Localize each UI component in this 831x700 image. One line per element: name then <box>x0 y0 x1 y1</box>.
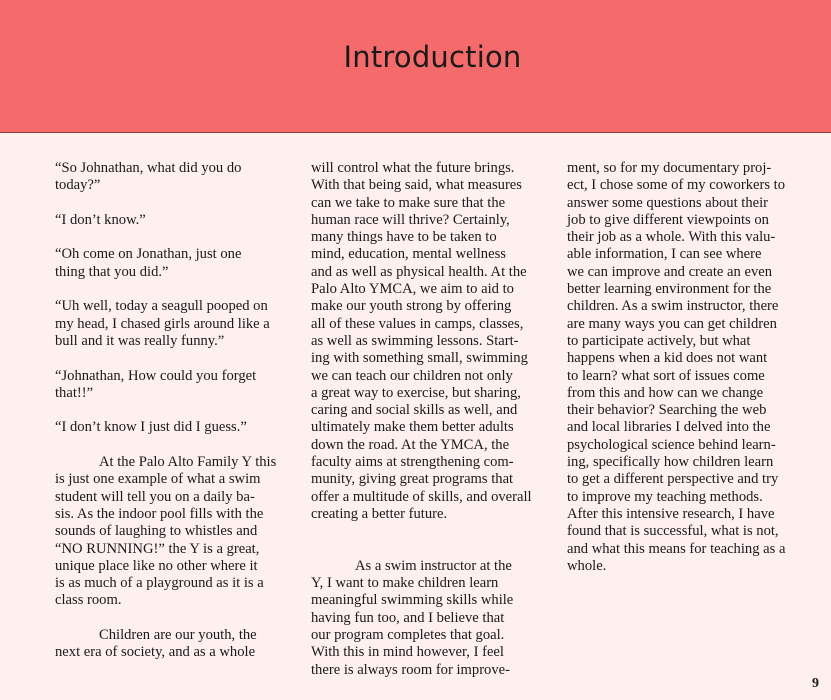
text-line <box>55 333 295 350</box>
text-line <box>55 644 295 661</box>
text-line-content: all of these values in camps, classes, <box>311 315 524 332</box>
text-line-content: ment, so for my documentary proj- <box>567 160 772 176</box>
text-line-content: our program completes that goal. <box>311 627 505 644</box>
text-line <box>567 506 812 523</box>
paragraph-gap <box>55 195 295 212</box>
text-line-content: that!!” <box>55 384 94 401</box>
text-line-content: to participate actively, but what <box>567 332 751 349</box>
text-line-content: “Uh well, today a seagull pooped on <box>55 298 268 315</box>
text-line <box>567 402 812 419</box>
text-line-content: whole. <box>567 557 607 574</box>
text-line <box>311 419 551 436</box>
text-line-content: sis. As the indoor pool fills with the <box>55 505 264 522</box>
text-line-content: their job as a whole. With this valu- <box>567 229 776 246</box>
text-line <box>567 385 812 402</box>
text-line <box>55 419 295 436</box>
text-line <box>311 246 551 263</box>
text-line <box>55 523 295 540</box>
text-line-content: At the Palo Alto Family Y this <box>99 454 277 471</box>
paragraph-gap <box>55 229 295 246</box>
text-line <box>311 610 551 627</box>
text-line <box>311 437 551 454</box>
text-line <box>567 541 812 558</box>
text-line-content: to improve my teaching methods. <box>567 488 763 505</box>
text-line-content: After this intensive research, I have <box>567 505 775 522</box>
text-line <box>311 644 551 661</box>
text-line <box>567 177 812 194</box>
text-line-content: we can teach our children not only <box>311 367 513 384</box>
text-line-content: ing with something small, swimming <box>311 350 528 367</box>
text-line-content: psychological science behind learn- <box>567 436 776 453</box>
text-line-content: next era of society, and as a whole <box>55 644 256 661</box>
text-line <box>311 177 551 194</box>
text-line-content: sounds of laughing to whistles and <box>55 523 258 540</box>
text-line <box>55 471 295 488</box>
text-line-content: is just one example of what a swim <box>55 471 261 488</box>
page-title: Introduction <box>343 40 522 74</box>
text-line-content: bull and it was really funny.” <box>55 332 225 349</box>
text-line <box>567 419 812 436</box>
text-line-content: offer a multitude of skills, and overall <box>311 488 532 505</box>
text-line-content: my head, I chased girls around like a <box>55 315 270 332</box>
text-line <box>567 160 812 177</box>
text-line-content: ultimately make them better adults <box>311 419 514 436</box>
text-line-content: Children are our youth, the <box>99 627 257 644</box>
text-line <box>567 489 812 506</box>
text-line-content: “Johnathan, How could you forget <box>55 367 257 384</box>
text-column-2 <box>311 160 551 679</box>
text-line-content: today?” <box>55 177 101 194</box>
text-line <box>311 454 551 471</box>
text-line-content: having fun too, and I believe that <box>311 609 505 626</box>
text-line <box>567 437 812 454</box>
text-line <box>55 264 295 281</box>
text-line <box>311 489 551 506</box>
text-line-content: job to give different viewpoints on <box>567 211 769 228</box>
text-line-content: we can improve and create an even <box>567 263 773 280</box>
text-line-content: and local libraries I delved into the <box>567 419 771 436</box>
text-line <box>55 558 295 575</box>
text-line <box>55 385 295 402</box>
text-line-content: With this in mind however, I feel <box>311 644 504 661</box>
text-line <box>55 506 295 523</box>
text-line-content: class room. <box>55 592 122 609</box>
text-line-content: a great way to exercise, but sharing, <box>311 384 521 401</box>
text-line-content: ing, specifically how children learn <box>567 454 774 471</box>
text-line <box>567 195 812 212</box>
text-line <box>55 368 295 385</box>
text-line <box>311 195 551 212</box>
text-line <box>567 333 812 350</box>
text-line <box>55 177 295 194</box>
text-line <box>311 385 551 402</box>
text-line-content: will control what the future brings. <box>311 160 515 176</box>
text-column-1 <box>55 160 295 662</box>
text-line-content: their behavior? Searching the web <box>567 402 767 419</box>
text-line <box>55 541 295 558</box>
text-line-content: “I don’t know.” <box>55 211 146 228</box>
text-line-content: many things have to be taken to <box>311 229 497 246</box>
paragraph-gap <box>55 350 295 367</box>
text-line <box>567 558 812 575</box>
text-line <box>567 264 812 281</box>
text-line <box>311 333 551 350</box>
paragraph-gap <box>311 541 551 558</box>
text-line-content: munity, giving great programs that <box>311 471 514 488</box>
text-line-content: “Oh come on Jonathan, just one <box>55 246 242 263</box>
text-line <box>55 316 295 333</box>
paragraph-gap <box>55 610 295 627</box>
text-line <box>55 246 295 263</box>
text-line <box>311 160 551 177</box>
text-line <box>311 662 551 679</box>
paragraph-gap <box>55 437 295 454</box>
paragraph-gap <box>55 281 295 298</box>
text-line-content: as well as swimming lessons. Start- <box>311 332 519 349</box>
text-line <box>311 281 551 298</box>
text-line-content: is as much of a playground as it is a <box>55 575 264 592</box>
text-line <box>567 368 812 385</box>
text-line <box>55 298 295 315</box>
text-line <box>311 627 551 644</box>
text-line <box>567 454 812 471</box>
text-line-content: better learning environment for the <box>567 281 772 298</box>
text-line-content: Y, I want to make children learn <box>311 575 499 592</box>
text-line <box>311 316 551 333</box>
text-line <box>567 246 812 263</box>
text-line <box>567 229 812 246</box>
text-line <box>311 471 551 488</box>
text-line-content: faculty aims at strengthening com- <box>311 454 514 471</box>
text-line <box>311 575 551 592</box>
text-line <box>567 471 812 488</box>
text-line-content: children. As a swim instructor, there <box>567 298 779 315</box>
text-line-content: there is always room for improve- <box>311 661 510 678</box>
text-line <box>311 229 551 246</box>
text-line <box>55 454 295 471</box>
text-line-content: meaningful swimming skills while <box>311 592 514 609</box>
text-line <box>567 350 812 367</box>
page-number: 9 <box>812 676 819 691</box>
text-column-3 <box>567 160 812 575</box>
text-line <box>311 402 551 419</box>
text-line <box>567 316 812 333</box>
text-line-content: are many ways you can get children <box>567 315 777 332</box>
text-line <box>55 592 295 609</box>
text-line-content: ect, I chose some of my coworkers to <box>567 177 786 194</box>
text-line-content: creating a better future. <box>311 505 448 522</box>
text-line <box>311 506 551 523</box>
text-line-content: and what this means for teaching as a <box>567 540 786 557</box>
text-line <box>55 489 295 506</box>
text-line <box>567 298 812 315</box>
text-line-content: and as well as physical health. At the <box>311 263 527 280</box>
text-line <box>311 558 551 575</box>
text-line <box>55 627 295 644</box>
text-line <box>567 523 812 540</box>
text-line-content: With that being said, what measures <box>311 177 522 194</box>
text-line-content: student will tell you on a daily ba- <box>55 488 255 505</box>
text-line-content: As a swim instructor at the <box>355 557 512 574</box>
text-line-content: found that is successful, what is not, <box>567 523 779 540</box>
paragraph-gap <box>311 523 551 540</box>
text-line <box>567 281 812 298</box>
text-line-content: able information, I can see where <box>567 246 762 263</box>
text-line <box>55 160 295 177</box>
text-line-content: happens when a kid does not want <box>567 350 768 367</box>
text-line-content: “NO RUNNING!” the Y is a great, <box>55 540 260 557</box>
text-line-content: “So Johnathan, what did you do <box>55 160 242 176</box>
text-line <box>311 592 551 609</box>
text-line <box>311 212 551 229</box>
text-line-content: thing that you did.” <box>55 263 169 280</box>
text-line-content: can we take to make sure that the <box>311 194 506 211</box>
text-line <box>311 368 551 385</box>
text-line-content: Palo Alto YMCA, we aim to aid to <box>311 281 514 298</box>
text-line <box>311 298 551 315</box>
text-line-content: answer some questions about their <box>567 194 769 211</box>
paragraph-gap <box>55 402 295 419</box>
text-line <box>311 264 551 281</box>
text-line-content: caring and social skills as well, and <box>311 402 518 419</box>
text-line-content: make our youth strong by offering <box>311 298 512 315</box>
text-line-content: from this and how can we change <box>567 384 764 401</box>
text-line-content: human race will thrive? Certainly, <box>311 211 510 228</box>
text-line <box>567 212 812 229</box>
text-line-content: to get a different perspective and try <box>567 471 779 488</box>
text-line <box>55 575 295 592</box>
text-line-content: “I don’t know I just did I guess.” <box>55 419 247 436</box>
text-line-content: down the road. At the YMCA, the <box>311 436 510 453</box>
text-line-content: to learn? what sort of issues come <box>567 367 765 384</box>
text-line-content: unique place like no other where it <box>55 557 258 574</box>
text-line-content: mind, education, mental wellness <box>311 246 506 263</box>
text-line <box>55 212 295 229</box>
text-line <box>311 350 551 367</box>
